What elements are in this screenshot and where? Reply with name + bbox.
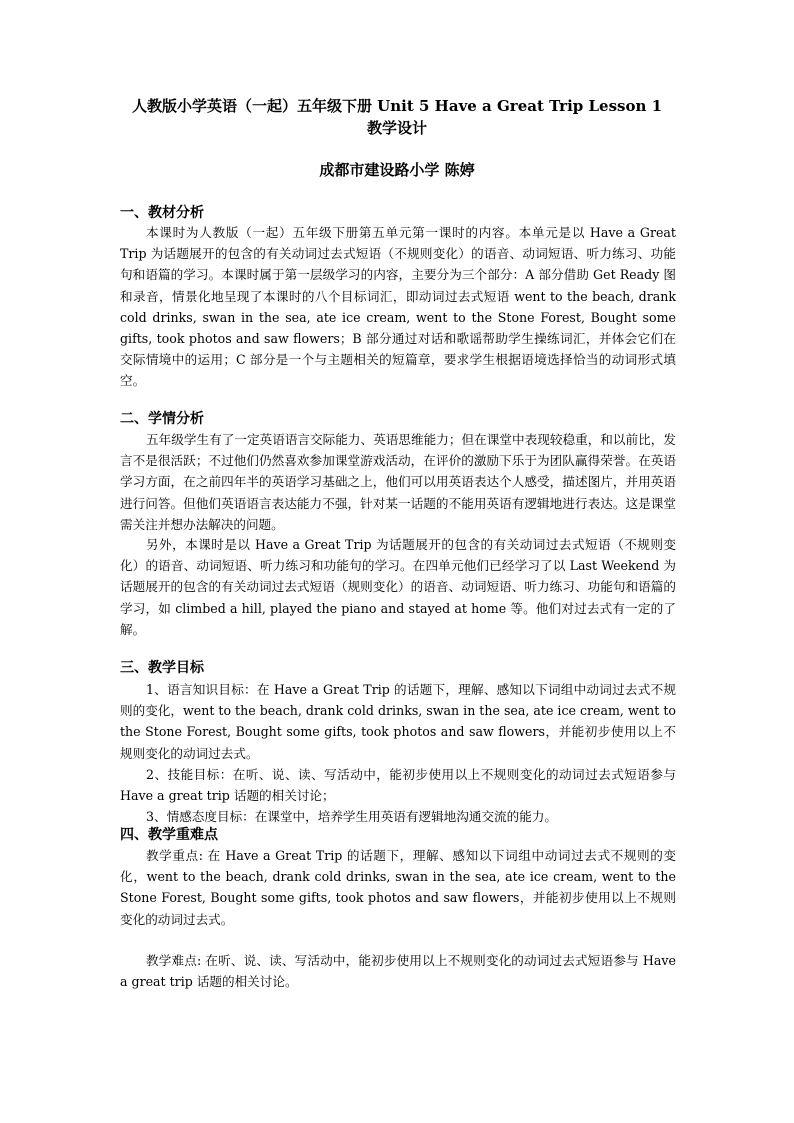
goal-item-knowledge: 1、语言知识目标：在 Have a Great Trip 的话题下，理解、感知以下词组中动词过去式不规则的变化，went to the beach, drank cold drinks, swan in the sea, ate ice cream, went to the Stone Forest, Bought some gifts, took photos and saw flowers，并能初步使用以上不规则变化的动词过去式。: [120, 682, 676, 761]
paragraph-difficult-point: 教学难点: 在听、说、读、写活动中，能初步使用以上不规则变化的动词过去式短语参与 Have a great trip 话题的相关讨论。: [120, 953, 676, 990]
section-heading-textbook-analysis: 一、教材分析: [120, 205, 204, 221]
author-line: 成都市建设路小学 陈婷: [319, 161, 475, 179]
goal-item-skills: 2、技能目标：在听、说、读、写活动中，能初步使用以上不规则变化的动词过去式短语参与 Have a great trip 话题的相关讨论；: [120, 767, 676, 804]
paragraph-student-analysis-2: 另外，本课时是以 Have a Great Trip 为话题展开的包含的有关动词过去式短语（不规则变化）的语音、动词短语、听力练习和功能句的学习。在四单元他们已经学习了以 Last Weekend 为话题展开的包含的有关动词过去式短语（规则变化）的语音、动词短语、听力练习、功能句和语篇的学习，如 climbed a hill, played the piano and stayed at home 等。他们对过去式有一定的了解。: [120, 537, 676, 637]
paragraph-textbook-analysis: 本课时为人教版（一起）五年级下册第五单元第一课时的内容。本单元是以 Have a Great Trip 为话题展开的包含的有关动词过去式短语（不规则变化）的语音、动词短语、听力练习、功能句和语篇的学习。本课时属于第一层级学习的内容，主要分为三个部分：A 部分借助 Get Ready 图和录音，情景化地呈现了本课时的八个目标词汇，即动词过去式短语 went to the beach, drank cold drinks, swan in the sea, ate ice cream, went to the Stone Forest, Bought some gifts, took photos and saw flowers；B 部分通过对话和歌谣帮助学生操练词汇，并体会它们在交际情境中的运用；C 部分是一个与主题相关的短篇章，要求学生根据语境选择恰当的动词形式填空。: [120, 225, 676, 389]
paragraph-key-point: 教学重点: 在 Have a Great Trip 的话题下，理解、感知以下词组中动词过去式不规则的变化，went to the beach, drank cold drinks, swan in the sea, ate ice cream, went to the Stone Forest, Bought some gifts, took photos and saw flowers，并能初步使用以上不规则变化的动词过去式。: [120, 848, 676, 927]
goal-item-attitude: 3、情感态度目标：在课堂中，培养学生用英语有逻辑地沟通交流的能力。: [146, 809, 558, 824]
section-heading-student-analysis: 二、学情分析: [120, 411, 204, 427]
section-heading-key-difficult-points: 四、教学重难点: [120, 827, 218, 843]
document-title: 人教版小学英语（一起）五年级下册 Unit 5 Have a Great Trip Lesson 1: [131, 97, 663, 115]
document-subtitle: 教学设计: [366, 119, 427, 137]
section-heading-teaching-goals: 三、教学目标: [120, 660, 204, 676]
paragraph-student-analysis-1: 五年级学生有了一定英语语言交际能力、英语思维能力；但在课堂中表现较稳重，和以前比，发言不是很活跃；不过他们仍然喜欢参加课堂游戏活动，在评价的激励下乐于为团队赢得荣誉。在英语学习方面，在之前四年半的英语学习基础之上，他们可以用英语表达个人感受，描述图片，并用英语进行问答。但他们英语语言表达能力不强，针对某一话题的不能用英语有逻辑地进行表达。这是课堂需关注并想办法解决的问题。: [120, 432, 676, 532]
